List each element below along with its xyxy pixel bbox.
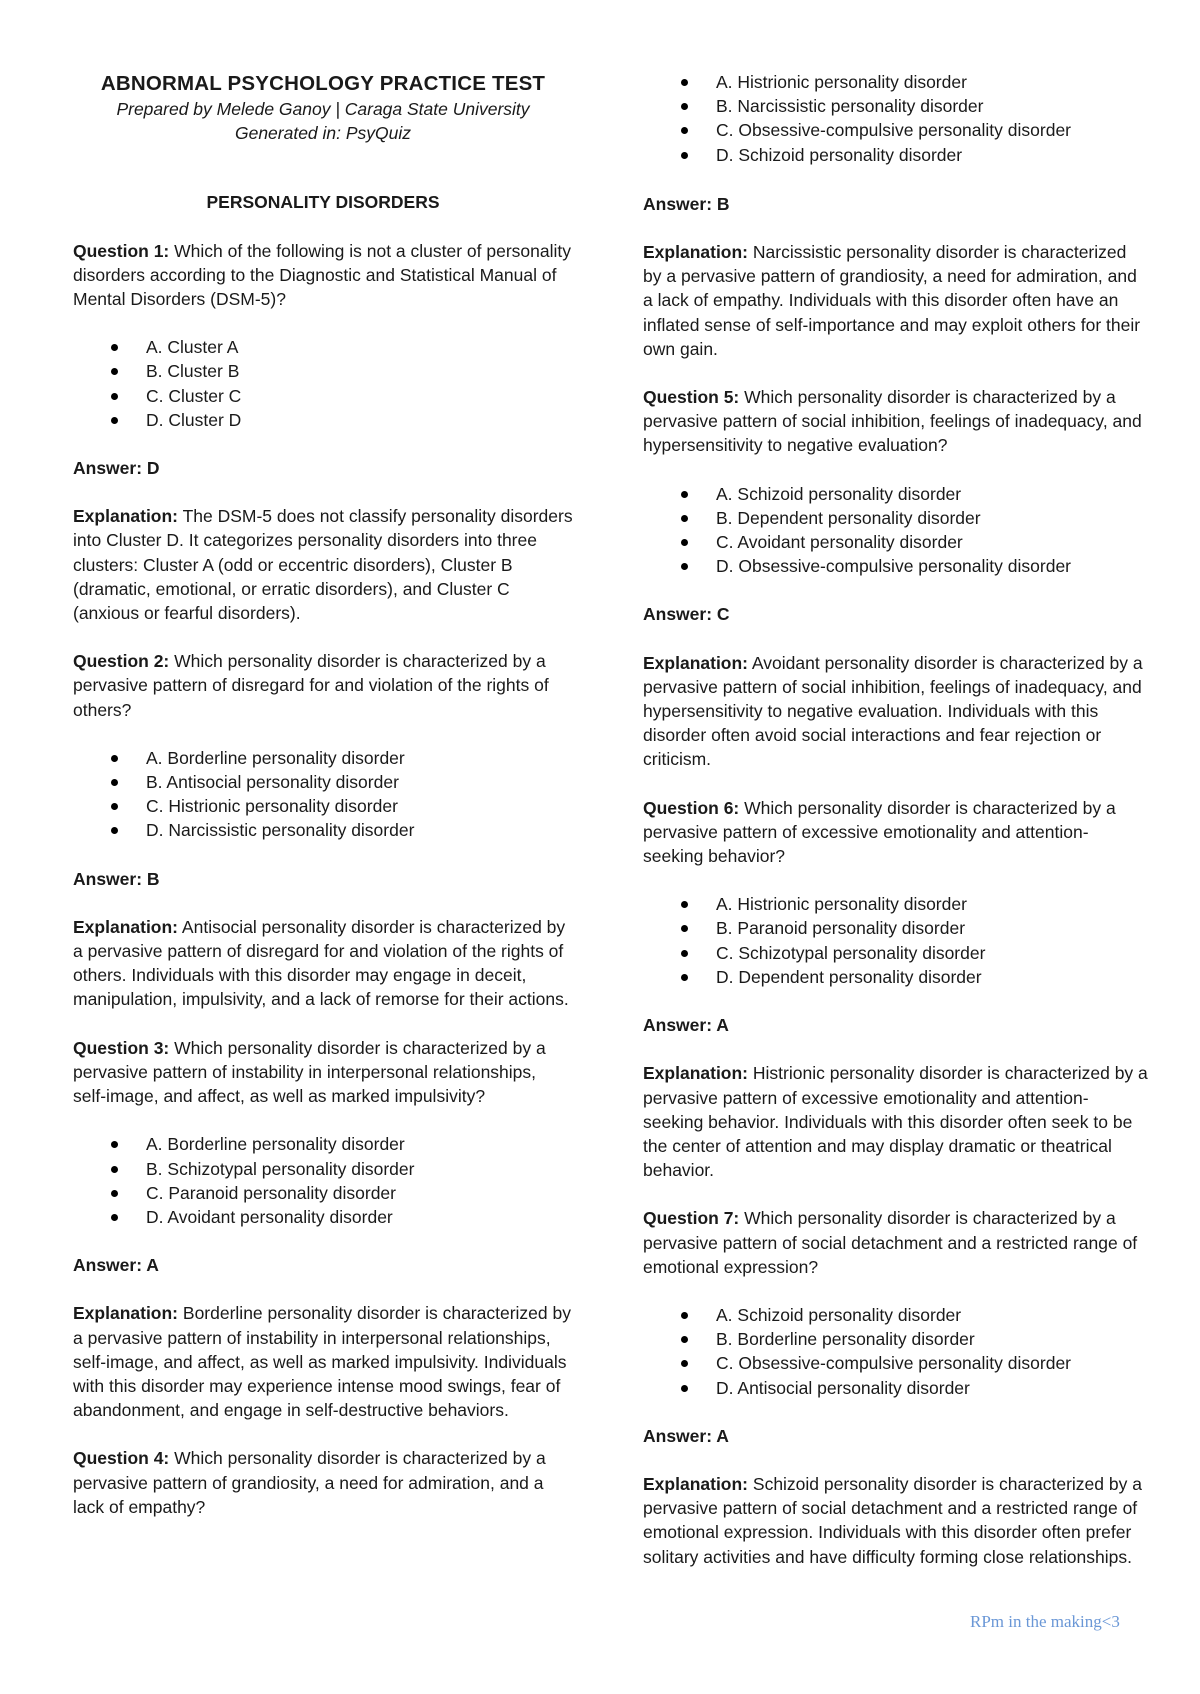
options-list-4	[643, 70, 1148, 167]
question-label: Question 7:	[643, 1208, 740, 1229]
options-list-2	[73, 746, 573, 843]
question-text: Which personality disorder is characterized by a pervasive pattern of disregard for and violation of the rights of others?	[73, 651, 549, 720]
explanation-label: Explanation:	[643, 652, 749, 673]
question-text: Which personality disorder is characterized by a pervasive pattern of excessive emotionality and attention-seeking behavior?	[643, 797, 1116, 867]
option-item: D. Obsessive-compulsive personality disorder	[643, 554, 1148, 578]
question-label: Question 4:	[73, 1448, 170, 1469]
option-item: D. Antisocial personality disorder	[643, 1376, 1148, 1400]
question-label: Question 3:	[73, 1037, 170, 1058]
question-text: Which of the following is not a cluster of personality disorders according to the Diagnostic and Statistical Manual of Mental Disorders (DSM-5)?	[73, 240, 572, 310]
question-1	[73, 239, 573, 312]
explanation-4	[643, 240, 1148, 361]
options-list-5	[643, 482, 1148, 579]
prepared-by: Prepared by Melede Ganoy | Caraga State University	[116, 99, 530, 119]
explanation-text: Schizoid personality disorder is characterized by a pervasive pattern of social detachment and a restricted range of emotional expression. Individuals with this disorder often prefer solitary activities and have difficulty forming close relationships.	[643, 1473, 1142, 1567]
option-item: D. Schizoid personality disorder	[643, 143, 1148, 167]
options-list-1	[73, 335, 573, 432]
explanation-text: Avoidant personality disorder is characterized by a pervasive pattern of social inhibition, feelings of inadequacy, and hypersensitivity to negative evaluation. Individuals with this disorder often avoid social interactions and fear rejection or criticism.	[643, 652, 1143, 770]
options-list-3	[73, 1132, 573, 1229]
section-title: PERSONALITY DISORDERS	[206, 192, 440, 213]
explanation-label: Explanation:	[73, 916, 179, 937]
answer-1: Answer: D	[73, 458, 160, 479]
option-item: C. Avoidant personality disorder	[643, 530, 1148, 554]
option-item: B. Dependent personality disorder	[643, 506, 1148, 530]
explanation-3	[73, 1301, 573, 1422]
explanation-text: Antisocial personality disorder is characterized by a pervasive pattern of disregard for and violation of the rights of others. Individuals with this disorder may engage in deceit, manipulation, impulsivity, and a lack of remorse for their actions.	[73, 916, 569, 1010]
document-title: ABNORMAL PSYCHOLOGY PRACTICE TEST	[100, 72, 546, 95]
option-item: D. Narcissistic personality disorder	[73, 818, 573, 842]
option-item: B. Paranoid personality disorder	[643, 916, 1148, 940]
option-item: A. Schizoid personality disorder	[643, 1303, 1148, 1327]
explanation-text: Histrionic personality disorder is characterized by a pervasive pattern of excessive emotionality and attention-seeking behavior. Individuals with this disorder often seek to be the center of attention and may display dramatic or theatrical behavior.	[643, 1063, 1148, 1181]
option-item: B. Borderline personality disorder	[643, 1327, 1148, 1351]
question-text: Which personality disorder is characterized by a pervasive pattern of social inhibition, feelings of inadequacy, and hypersensitivity to negative evaluation?	[643, 387, 1142, 456]
explanation-label: Explanation:	[73, 506, 179, 527]
explanation-6	[643, 1061, 1148, 1182]
options-list-6	[643, 892, 1148, 989]
answer-7: Answer: A	[643, 1425, 729, 1446]
answer-4: Answer: B	[643, 193, 730, 214]
question-6	[643, 796, 1148, 869]
question-label: Question 2:	[73, 651, 170, 672]
footer-note: RPm in the making<3	[970, 1612, 1120, 1631]
option-item: C. Cluster C	[73, 384, 573, 408]
question-3	[73, 1036, 573, 1109]
explanation-label: Explanation:	[643, 1473, 749, 1494]
question-label: Question 6:	[643, 797, 740, 818]
option-item: C. Obsessive-compulsive personality disorder	[643, 118, 1148, 142]
option-item: C. Obsessive-compulsive personality disorder	[643, 1351, 1148, 1375]
question-label: Question 5:	[643, 387, 740, 408]
left-column	[73, 0, 573, 1519]
option-item: A. Histrionic personality disorder	[643, 892, 1148, 916]
option-item: D. Avoidant personality disorder	[73, 1205, 573, 1229]
option-item: B. Cluster B	[73, 359, 573, 383]
option-item: A. Schizoid personality disorder	[643, 482, 1148, 506]
answer-2: Answer: B	[73, 868, 160, 889]
explanation-label: Explanation:	[643, 242, 749, 263]
option-item: B. Antisocial personality disorder	[73, 770, 573, 794]
explanation-text: The DSM-5 does not classify personality disorders into Cluster D. It categorizes personality disorders into three clusters: Cluster A (odd or eccentric disorders), Cluster B (dramatic, emotional, or erratic disorders), and Cluster C (anxious or fearful disorders).	[73, 506, 573, 624]
option-item: C. Histrionic personality disorder	[73, 794, 573, 818]
question-2	[73, 649, 573, 722]
option-item: C. Paranoid personality disorder	[73, 1181, 573, 1205]
explanation-1	[73, 504, 573, 625]
question-text: Which personality disorder is characterized by a pervasive pattern of instability in interpersonal relationships, self-image, and affect, as well as marked impulsivity?	[73, 1037, 546, 1107]
option-item: D. Dependent personality disorder	[643, 965, 1148, 989]
option-item: A. Borderline personality disorder	[73, 746, 573, 770]
explanation-2	[73, 915, 573, 1012]
option-item: B. Narcissistic personality disorder	[643, 94, 1148, 118]
question-text: Which personality disorder is characterized by a pervasive pattern of grandiosity, a need for admiration, and a lack of empathy?	[73, 1448, 546, 1517]
option-item: A. Cluster A	[73, 335, 573, 359]
question-label: Question 1:	[73, 240, 170, 261]
generated-in: Generated in: PsyQuiz	[234, 123, 412, 144]
answer-3: Answer: A	[73, 1255, 159, 1276]
explanation-text: Narcissistic personality disorder is characterized by a pervasive pattern of grandiosity, a need for admiration, and a lack of empathy. Individuals with this disorder often have an inflated sense of self-importance and may exploit others for their own gain.	[643, 242, 1141, 359]
answer-5: Answer: C	[643, 604, 730, 625]
option-item: A. Histrionic personality disorder	[643, 70, 1148, 94]
question-5	[643, 385, 1148, 458]
option-item: A. Borderline personality disorder	[73, 1132, 573, 1156]
explanation-5	[643, 651, 1148, 772]
question-text: Which personality disorder is characterized by a pervasive pattern of social detachment and a restricted range of emotional expression?	[643, 1208, 1138, 1277]
option-item: C. Schizotypal personality disorder	[643, 941, 1148, 965]
options-list-7	[643, 1303, 1148, 1400]
question-4	[73, 1446, 573, 1519]
option-item: D. Cluster D	[73, 408, 573, 432]
answer-6: Answer: A	[643, 1015, 729, 1036]
explanation-label: Explanation:	[643, 1063, 749, 1084]
option-item: B. Schizotypal personality disorder	[73, 1157, 573, 1181]
explanation-label: Explanation:	[73, 1303, 179, 1324]
question-7	[643, 1206, 1148, 1279]
explanation-7	[643, 1472, 1148, 1569]
explanation-text: Borderline personality disorder is characterized by a pervasive pattern of instability in interpersonal relationships, self-image, and affect, as well as marked impulsivity. Individuals with this disorder may experience intense mood swings, fear of abandonment, and engage in self-destructive behaviors.	[73, 1303, 571, 1421]
document-header	[73, 0, 573, 145]
right-column	[643, 0, 1148, 1569]
